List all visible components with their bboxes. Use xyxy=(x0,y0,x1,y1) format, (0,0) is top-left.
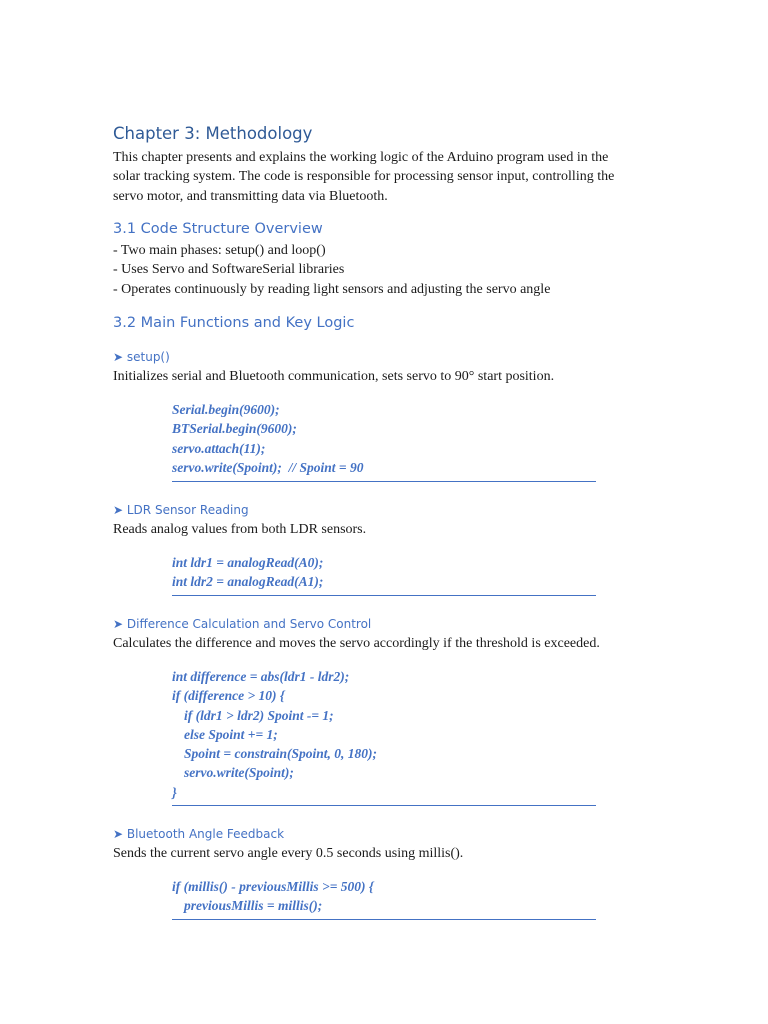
setup-description: Initializes serial and Bluetooth communication, sets servo to 90° start position. xyxy=(113,369,555,384)
code-line: int difference = abs(ldr1 - ldr2); xyxy=(172,669,350,684)
difference-description: Calculates the difference and moves the servo accordingly if the threshold is exceeded. xyxy=(113,636,600,651)
setup-code-block xyxy=(172,400,596,482)
intro-line: servo motor, and transmitting data via Bluetooth. xyxy=(113,188,388,204)
bullet-item: - Operates continuously by reading light sensors and adjusting the servo angle xyxy=(113,282,551,297)
code-line: Spoint = constrain(Spoint, 0, 180); xyxy=(184,746,377,762)
intro-paragraph xyxy=(113,148,653,206)
code-line: int ldr1 = analogRead(A0); xyxy=(172,555,324,570)
bullet-item: - Two main phases: setup() and loop() xyxy=(113,243,326,258)
difference-heading: ➤ Difference Calculation and Servo Control xyxy=(113,617,372,631)
intro-line: This chapter presents and explains the working logic of the Arduino program used in the xyxy=(113,150,609,165)
code-line: previousMillis = millis(); xyxy=(184,898,323,914)
setup-heading: ➤ setup() xyxy=(113,350,170,364)
difference-code-block xyxy=(172,667,596,806)
code-line: if (ldr1 > ldr2) Spoint -= 1; xyxy=(184,707,334,723)
code-line: BTSerial.begin(9600); xyxy=(172,421,297,437)
bluetooth-description: Sends the current servo angle every 0.5 seconds using millis(). xyxy=(113,846,464,861)
section-32-title: 3.2 Main Functions and Key Logic xyxy=(113,315,355,331)
code-line: if (millis() - previousMillis >= 500) { xyxy=(172,879,374,894)
ldr-code-block xyxy=(172,553,596,596)
intro-line: solar tracking system. The code is responsible for processing sensor input, controlling the xyxy=(113,169,615,185)
code-line: if (difference > 10) { xyxy=(172,688,285,704)
code-line: } xyxy=(172,784,177,800)
code-line: servo.write(Spoint); xyxy=(184,765,294,781)
ldr-heading: ➤ LDR Sensor Reading xyxy=(113,503,249,517)
code-line: int ldr2 = analogRead(A1); xyxy=(172,574,324,590)
bluetooth-heading: ➤ Bluetooth Angle Feedback xyxy=(113,827,285,841)
bluetooth-code-block xyxy=(172,877,596,920)
section-31-title: 3.1 Code Structure Overview xyxy=(113,221,323,237)
code-line: servo.write(Spoint); // Spoint = 90 xyxy=(172,459,364,475)
ldr-description: Reads analog values from both LDR sensors. xyxy=(113,522,367,537)
code-line: else Spoint += 1; xyxy=(184,726,278,742)
code-line: Serial.begin(9600); xyxy=(172,402,280,417)
code-line: servo.attach(11); xyxy=(172,440,266,456)
chapter-title: Chapter 3: Methodology xyxy=(113,124,313,143)
bullet-item: - Uses Servo and SoftwareSerial libraries xyxy=(113,262,345,277)
